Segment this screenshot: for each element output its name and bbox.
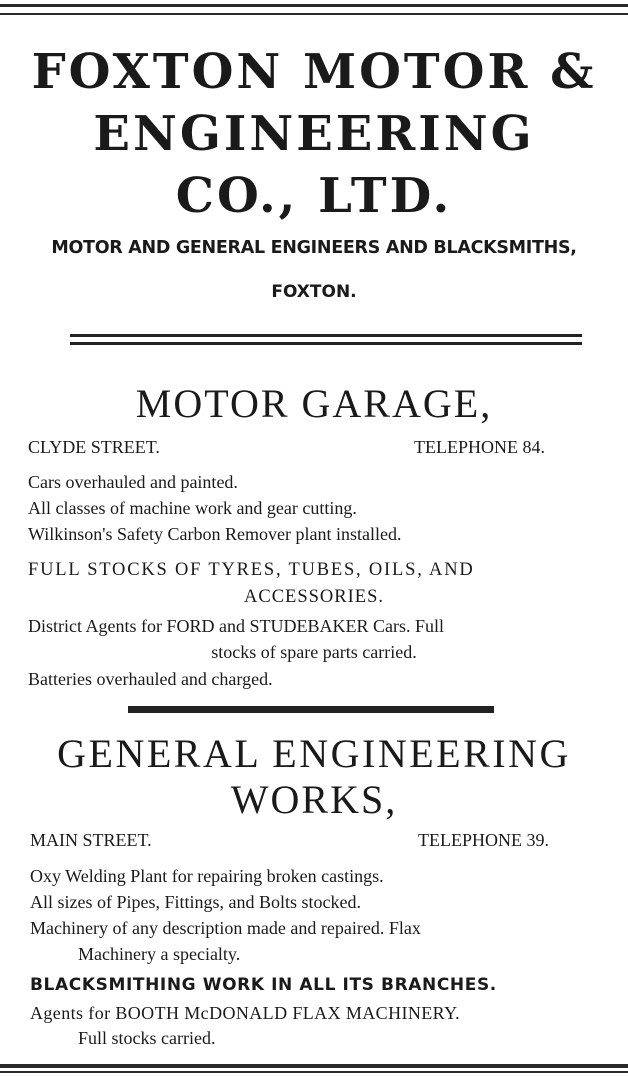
- garage-batteries: Batteries overhauled and charged.: [28, 669, 273, 689]
- bottom-border-inner: [0, 1071, 628, 1073]
- place: FOXTON.: [271, 282, 357, 302]
- garage-line: All classes of machine work and gear cutting.: [28, 498, 357, 518]
- garage-address: CLYDE STREET.: [28, 437, 160, 457]
- divider: [70, 334, 582, 337]
- garage-stocks-line2: ACCESSORIES.: [244, 587, 384, 607]
- works-booth-line2: Full stocks carried.: [78, 1028, 216, 1048]
- divider: [70, 342, 582, 345]
- works-line: All sizes of Pipes, Fittings, and Bolts stocked.: [30, 892, 361, 912]
- divider: [128, 706, 494, 713]
- works-address: MAIN STREET.: [30, 830, 152, 850]
- works-blacksmithing: BLACKSMITHING WORK IN ALL ITS BRANCHES.: [30, 975, 497, 995]
- garage-heading: MOTOR GARAGE,: [135, 381, 493, 426]
- top-border-inner: [0, 13, 628, 15]
- works-machinery-line2: Machinery a specialty.: [78, 944, 241, 964]
- garage-agents-line2: stocks of spare parts carried.: [211, 642, 417, 662]
- company-name-line2: ENGINEERING: [93, 106, 535, 162]
- garage-stocks-line1: FULL STOCKS OF TYRES, TUBES, OILS, AND: [28, 560, 475, 580]
- works-telephone: TELEPHONE 39.: [418, 830, 549, 850]
- works-heading-line2: WORKS,: [230, 777, 398, 822]
- garage-line: Cars overhauled and painted.: [28, 472, 238, 492]
- works-heading-line1: GENERAL ENGINEERING: [57, 731, 571, 776]
- top-border: [0, 4, 628, 7]
- works-booth-line1: Agents for BOOTH McDONALD FLAX MACHINERY.: [30, 1003, 461, 1023]
- company-name-line3: CO., LTD.: [175, 168, 453, 224]
- garage-telephone: TELEPHONE 84.: [414, 437, 545, 457]
- garage-line: Wilkinson's Safety Carbon Remover plant installed.: [28, 524, 402, 544]
- tagline: MOTOR AND GENERAL ENGINEERS AND BLACKSMITHS,: [51, 238, 577, 258]
- bottom-border: [0, 1064, 628, 1068]
- garage-agents-line1: District Agents for FORD and STUDEBAKER Cars. Full: [28, 616, 444, 636]
- company-name-line1: FOXTON MOTOR &: [31, 44, 597, 100]
- works-machinery-line1: Machinery of any description made and repaired. Flax: [30, 918, 421, 938]
- works-line: Oxy Welding Plant for repairing broken castings.: [30, 866, 384, 886]
